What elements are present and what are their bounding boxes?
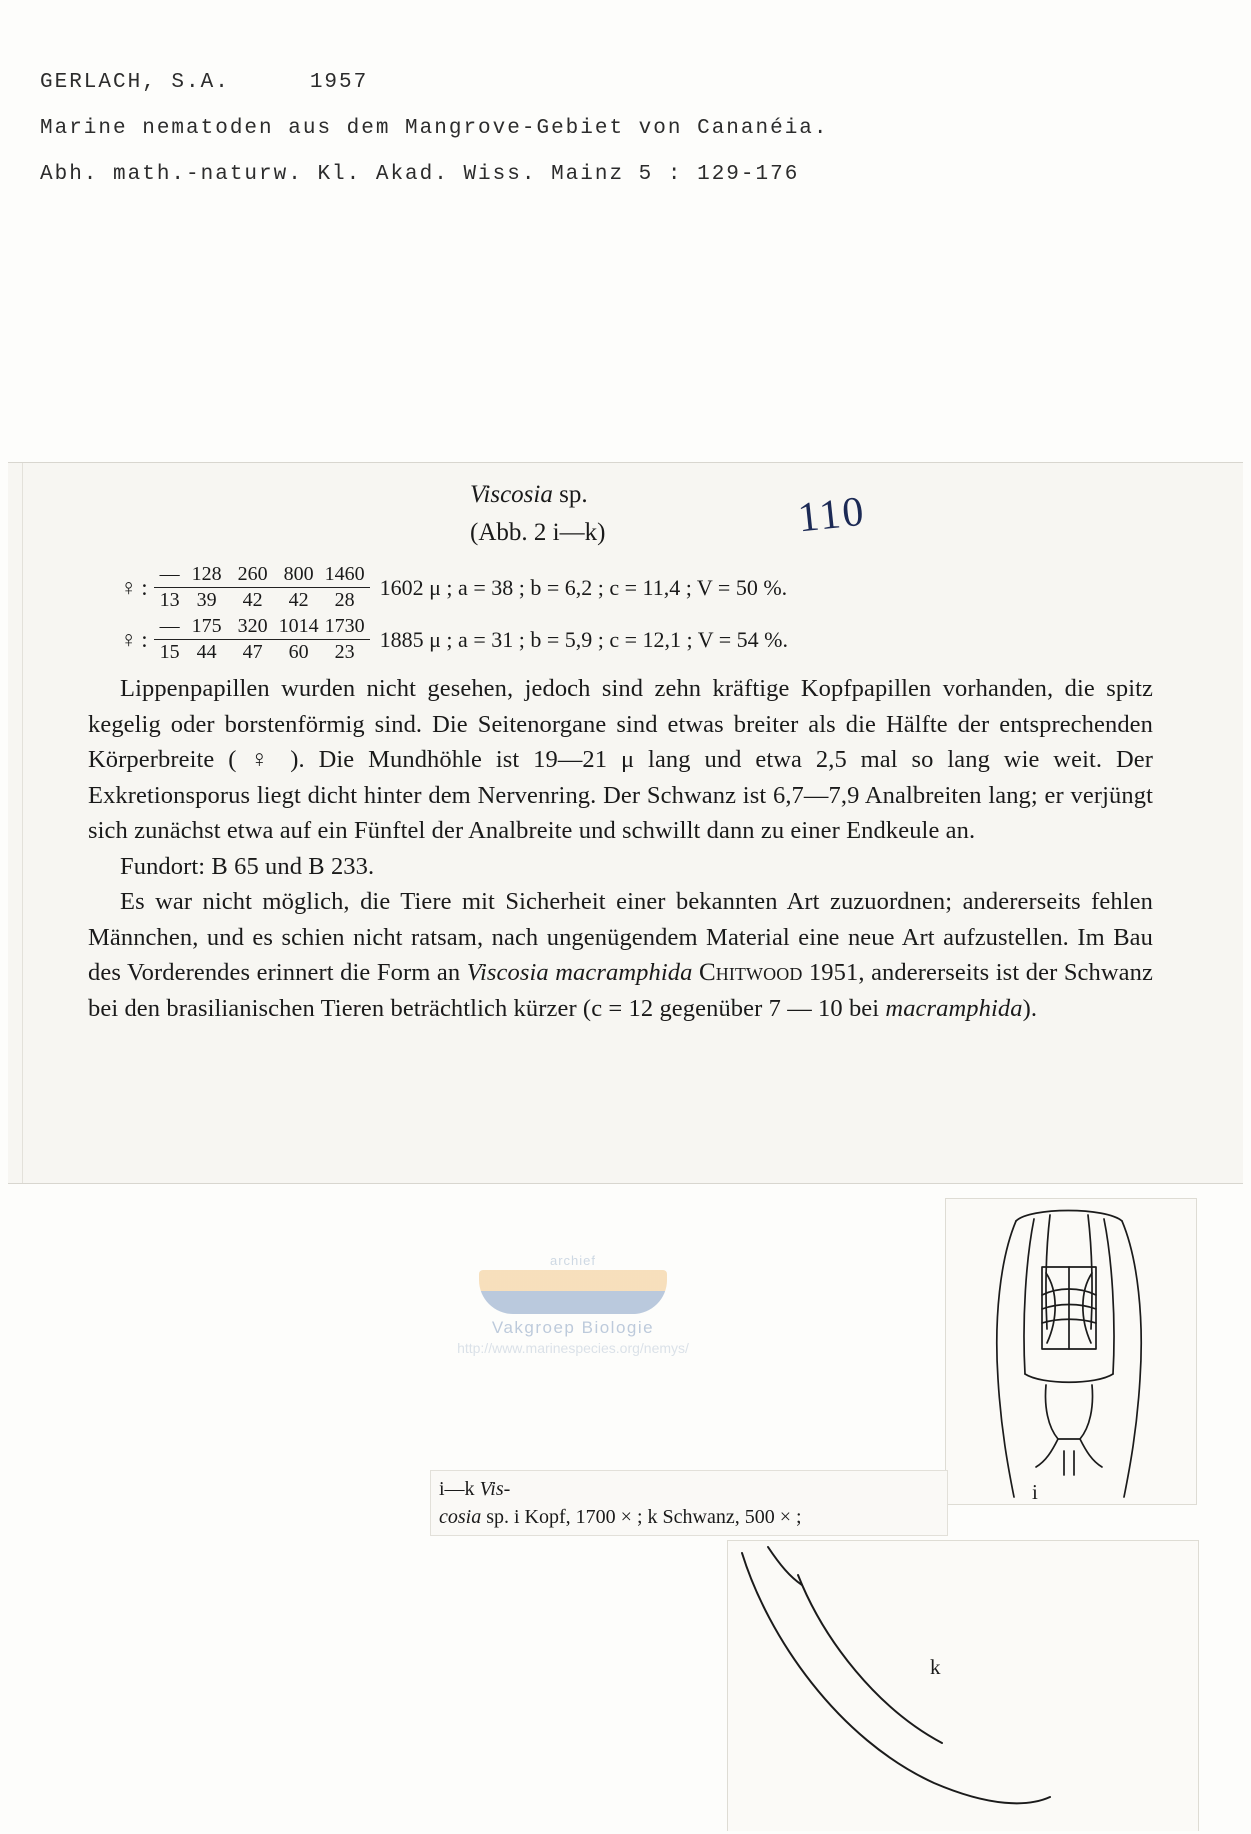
fraction-denominators-1: [154, 587, 370, 612]
discussion-part-d: ).: [1022, 994, 1038, 1022]
num-cell: 260: [237, 563, 268, 585]
paragraph-locality: Fundort: B 65 und B 233.: [120, 852, 375, 880]
library-watermark: [438, 1253, 708, 1356]
caption-italic-1: Vis-: [479, 1478, 511, 1500]
fraction-numerators-2: [154, 615, 370, 639]
watermark-shield-icon: [479, 1270, 667, 1314]
figure-label-k: k: [930, 1655, 941, 1679]
den-cell: 23: [334, 641, 355, 663]
discussion-part-c: 1951, andererseits ist der Schwanz bei den brasilianischen Tieren beträchtlich kürzer (c = 12 gegenüber 7 — 10 bei: [88, 959, 1153, 1022]
measurement-values-1: 1602 μ ; a = 38 ; b = 6,2 ; c = 11,4 ; V = 50 %.: [379, 574, 788, 600]
figure-caption: [430, 1470, 948, 1536]
figure-k-panel: [727, 1540, 1199, 1831]
figure-label-i: i: [1032, 1480, 1038, 1504]
formula-colon-1: :: [141, 574, 148, 600]
measurement-formula-2: [120, 615, 788, 664]
den-cell: 15: [159, 641, 180, 663]
den-cell: 44: [196, 641, 217, 663]
species-title: [470, 481, 588, 509]
den-cell: 60: [288, 641, 309, 663]
article-body: [88, 671, 1153, 1026]
den-cell: 39: [196, 589, 217, 611]
measurement-fraction-2: [154, 615, 370, 664]
discussion-authority: Chitwood: [698, 959, 803, 986]
fraction-numerators-1: [154, 563, 370, 587]
header-source-line: Abh. math.-naturw. Kl. Akad. Wiss. Mainz 5 : 129-176: [40, 163, 800, 186]
num-cell: 1014: [278, 615, 319, 637]
header-title-line: Marine nematoden aus dem Mangrove-Gebiet von Cananéia.: [40, 117, 829, 140]
header-author-line: [40, 60, 1090, 106]
female-symbol-2: ♀: [120, 627, 138, 652]
den-cell: 13: [159, 589, 180, 611]
species-suffix: sp.: [559, 481, 588, 508]
caption-italic-2: cosia: [439, 1506, 482, 1528]
scanned-article-region: [8, 462, 1243, 1356]
watermark-url: http://www.marinespecies.org/nemys/: [457, 1340, 689, 1356]
num-cell: 320: [237, 615, 268, 637]
num-cell: 1730: [324, 615, 365, 637]
typed-header-block: [40, 60, 1090, 198]
num-cell: 800: [283, 563, 314, 585]
figure-reference: (Abb. 2 i—k): [470, 519, 606, 546]
caption-rest: sp. i Kopf, 1700 × ; k Schwanz, 500 × ;: [481, 1506, 802, 1528]
discussion-species-italic-2: macramphida: [885, 994, 1023, 1022]
fraction-denominators-2: [154, 639, 370, 664]
measurement-values-2: 1885 μ ; a = 31 ; b = 5,9 ; c = 12,1 ; V = 54 %.: [379, 626, 788, 652]
den-cell: 28: [334, 589, 355, 611]
num-cell: —: [159, 615, 180, 637]
num-cell: 128: [191, 563, 222, 585]
header-year: 1957: [309, 71, 369, 94]
den-cell: 42: [288, 589, 309, 611]
female-symbol-1: ♀: [120, 575, 138, 600]
watermark-institution: Vakgroep Biologie: [491, 1318, 655, 1337]
discussion-part-a: Es war nicht möglich, die Tiere mit Sicherheit einer bekannten Art zuzuordnen; andererseits fehlen Männchen, und es schien nicht ratsam, nach ungenügendem Material eine neue Art aufzustellen. Im Bau des Vorderendes erinnert die Form an: [88, 888, 1153, 986]
handwritten-page-number: 110: [795, 488, 868, 542]
caption-prefix: i—k: [439, 1478, 480, 1500]
figure-i-panel: [945, 1198, 1197, 1505]
num-cell: 175: [191, 615, 222, 637]
den-cell: 42: [242, 589, 263, 611]
discussion-species-italic: Viscosia macramphida: [466, 959, 693, 986]
paragraph-description: Lippenpapillen wurden nicht gesehen, jedoch sind zehn kräftige Kopfpapillen vorhanden, die spitz kegelig oder borstenförmig sind. Die Seitenorgane sind etwas breiter als die Hälfte der entsprechenden Körperbreite ( ♀ ). Die Mundhöhle ist 19—21 μ lang und etwa 2,5 mal so lang wie weit. Der Exkretionsporus liegt dicht hinter dem Nervenring. Der Schwanz ist 6,7—7,9 Analbreiten lang; er verjüngt sich zunächst etwa auf ein Fünftel der Analbreite und schwillt dann zu einer Endkeule an.: [88, 675, 1153, 844]
measurement-fraction-1: [154, 563, 370, 612]
num-cell: —: [159, 563, 180, 585]
nematode-head-drawing: [946, 1199, 1194, 1502]
nematode-tail-drawing: [728, 1541, 1196, 1829]
paragraph-discussion: [88, 884, 1153, 1026]
num-cell: 1460: [324, 563, 365, 585]
header-author: GERLACH, S.A.: [40, 71, 230, 94]
species-name: Viscosia: [470, 481, 553, 508]
den-cell: 47: [242, 641, 263, 663]
measurement-formula-1: [120, 563, 787, 612]
watermark-top-text: archief: [549, 1253, 597, 1268]
formula-colon-2: :: [141, 626, 148, 652]
